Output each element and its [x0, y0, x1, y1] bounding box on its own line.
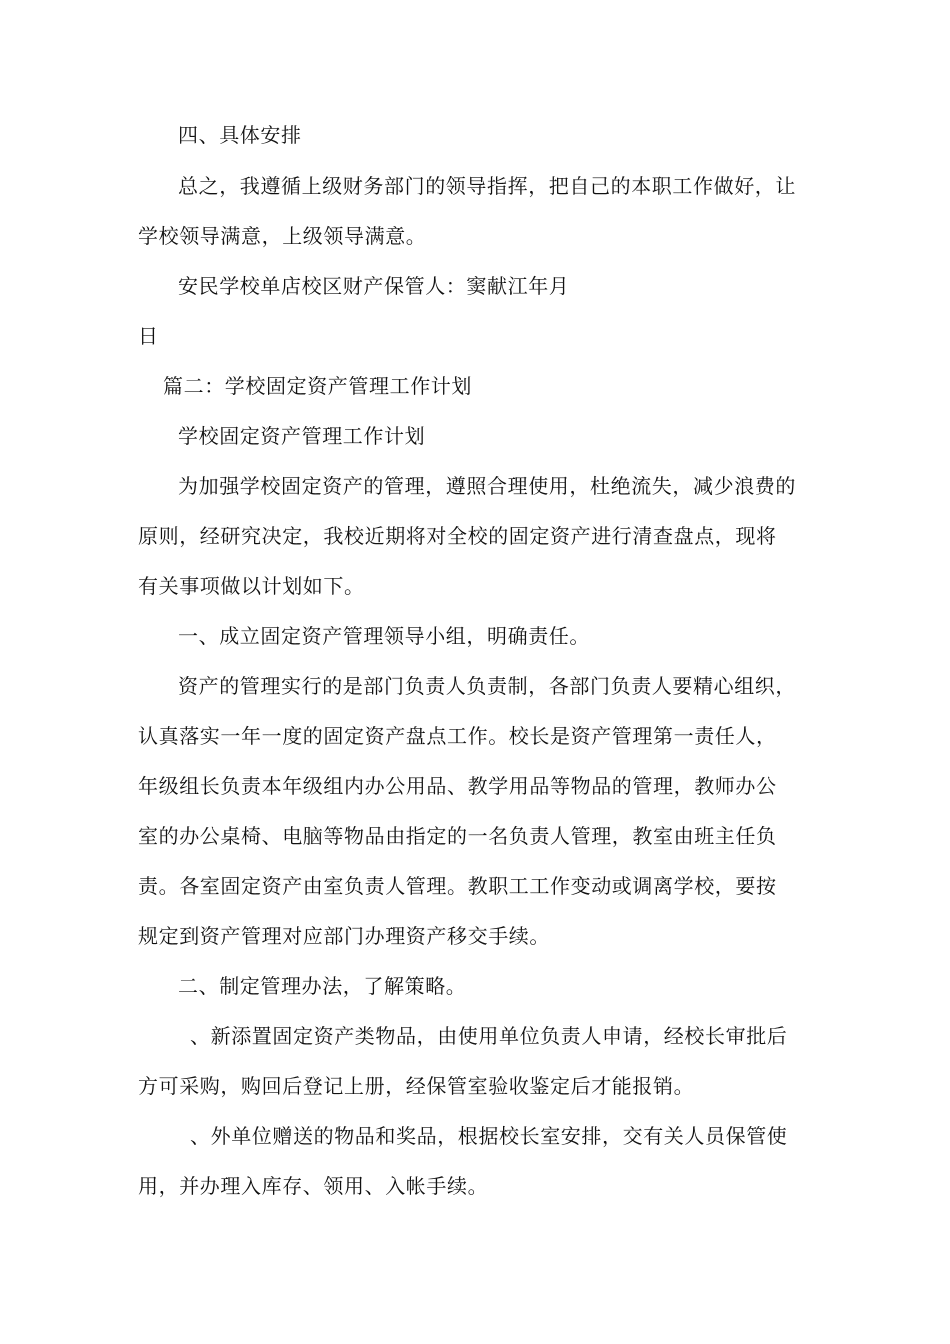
- paragraph-line: 规定到资产管理对应部门办理资产移交手续。: [138, 924, 550, 948]
- paragraph-line: 原则，经研究决定，我校近期将对全校的固定资产进行清查盘点，现将: [138, 524, 777, 548]
- paragraph-line: 有关事项做以计划如下。: [138, 574, 365, 598]
- signature-line: 安民学校单店校区财产保管人：窦献江年月: [178, 274, 570, 298]
- paragraph-line: 为加强学校固定资产的管理，遵照合理使用，杜绝流失，减少浪费的: [178, 474, 796, 498]
- paragraph-line: 资产的管理实行的是部门负责人负责制，各部门负责人要精心组织，: [178, 674, 796, 698]
- paragraph-line: 总之，我遵循上级财务部门的领导指挥，把自己的本职工作做好，让: [178, 174, 796, 198]
- paragraph-line: 认真落实一年一度的固定资产盘点工作。校长是资产管理第一责任人，: [138, 724, 777, 748]
- paragraph-line: 责。各室固定资产由室负责人管理。教职工工作变动或调离学校，要按: [138, 874, 777, 898]
- signature-date-line: 日: [138, 324, 159, 348]
- part-two-heading: 篇二：学校固定资产管理工作计划: [163, 374, 472, 398]
- section-heading-two: 二、制定管理办法，了解策略。: [178, 974, 467, 998]
- paragraph-line: 室的办公桌椅、电脑等物品由指定的一名负责人管理，教室由班主任负: [138, 824, 777, 848]
- paragraph-line: 年级组长负责本年级组内办公用品、教学用品等物品的管理，教师办公: [138, 774, 777, 798]
- list-item-line: 、外单位赠送的物品和奖品，根据校长室安排，交有关人员保管使: [190, 1124, 788, 1148]
- list-item-line: 、新添置固定资产类物品，由使用单位负责人申请，经校长审批后: [190, 1024, 788, 1048]
- section-heading-one: 一、成立固定资产管理领导小组，明确责任。: [178, 624, 590, 648]
- paragraph-line: 学校领导满意，上级领导满意。: [138, 224, 427, 248]
- plan-title: 学校固定资产管理工作计划: [178, 424, 426, 448]
- section-heading-arrangement: 四、具体安排: [178, 123, 302, 147]
- paragraph-line: 方可采购，购回后登记上册，经保管室验收鉴定后才能报销。: [138, 1074, 695, 1098]
- paragraph-line: 用，并办理入库存、领用、入帐手续。: [138, 1174, 489, 1198]
